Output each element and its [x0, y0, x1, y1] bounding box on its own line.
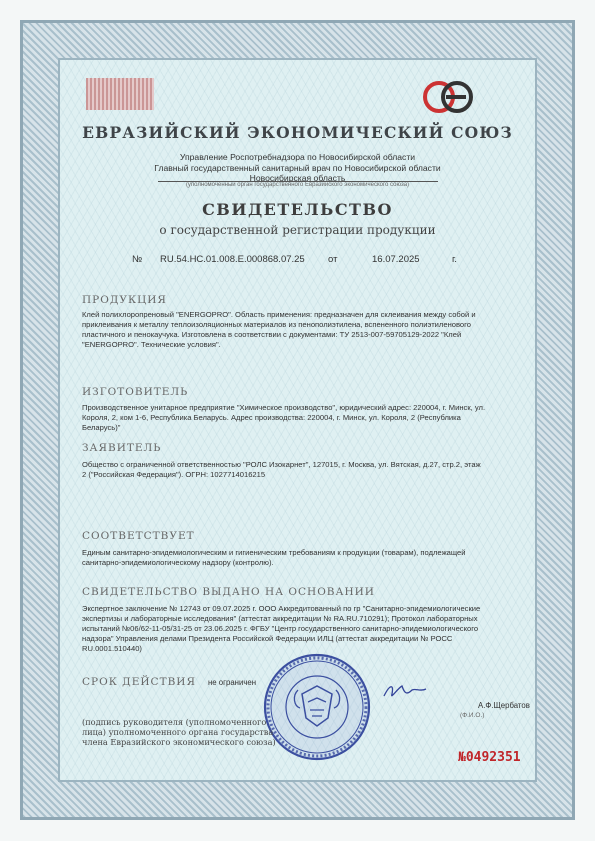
text-line: Экспертное заключение № 12743 от 09.07.2025 г. ООО Аккредитованный по гр "Санитарно-эпидемиологические [82, 604, 481, 613]
authority-line: Новосибирская область [249, 173, 346, 183]
text-line: пластичного и пенокаучука. Изготовлена в соответствии с документами: ТУ 2513-007-59705129-2022 "Клей [82, 330, 462, 339]
date-prefix: от [328, 254, 338, 265]
barcode-stamp [86, 78, 154, 110]
signer-caption: (Ф.И.О.) [460, 712, 485, 719]
text-line: Клей полихлоропреновый "ENERGOPRO". Область применения: предназначен для склеивания между собой и [82, 310, 476, 319]
text-line: надзора" Управления делами Президента Российской Федерации ИЛЦ (аттестат аккредитации № РОСС [82, 634, 453, 643]
applicant-text [82, 460, 522, 480]
validity-value: не ограничен [208, 678, 257, 687]
authority-line: Управление Роспотребнадзора по Новосибирской области [179, 152, 416, 162]
authority-caption: (уполномоченный орган государственного Евразийского экономического союза) [185, 182, 410, 188]
number-symbol: № [132, 254, 143, 265]
issuing-authority [80, 152, 515, 184]
document-subtitle: о государственной регистрации продукции [159, 223, 436, 237]
section-heading-manufacturer: ИЗГОТОВИТЕЛЬ [82, 386, 189, 398]
product-text [82, 310, 522, 350]
text-line: приклеивания к металлу теплоизоляционных материалов из пенополиэтилена, вспененного полиэтиленового [82, 320, 471, 329]
position-line: члена Евразийского экономического союза) [82, 737, 276, 747]
text-line: 2 ("Российская Федерация"). ОГРН: 1027714016215 [82, 470, 266, 479]
text-line: "ENERGOPRO". Технические условия". [82, 340, 221, 349]
manufacturer-text [82, 403, 522, 433]
text-line: экспертизы и лабораторные исследования" (аттестат аккредитации № RA.RU.710291); Протокол лабораторных [82, 614, 478, 623]
section-heading-validity: СРОК ДЕЙСТВИЯ [82, 676, 196, 688]
section-heading-product: ПРОДУКЦИЯ [82, 294, 167, 306]
ce-logo-icon [422, 80, 474, 114]
section-heading-applicant: ЗАЯВИТЕЛЬ [82, 442, 162, 454]
position-line: (подпись руководителя (уполномоченного [82, 717, 267, 727]
form-serial-number: №0492351 [458, 750, 521, 765]
conforms-text [82, 548, 522, 568]
registration-date: 16.07.2025 [372, 254, 420, 265]
text-line: Беларусь)" [82, 423, 121, 432]
text-line: Общество с ограниченной ответственностью "РОЛС Изокарнет", 127015, г. Москва, ул. Вятская, д.27, стр.2, этаж [82, 460, 481, 469]
signatory-position [82, 717, 282, 747]
document-title: СВИДЕТЕЛЬСТВО [202, 200, 393, 219]
registration-number: RU.54.НС.01.008.Е.000868.07.25 [160, 254, 305, 265]
signer-name: А.Ф.Щербатов [478, 701, 530, 710]
text-line: RU.0001.510440) [82, 644, 142, 653]
text-line: испытаний №06/62-11-05/31-25 от 23.06.2025 г. ФГБУ "Центр государственного санитарно-эпидемиологического [82, 624, 479, 633]
text-line: Единым санитарно-эпидемиологическим и гигиеническим требованиям к продукции (товарам), подлежащей [82, 548, 466, 557]
handwritten-signature [380, 680, 430, 702]
section-heading-conforms: СООТВЕТСТВУЕТ [82, 530, 195, 542]
authority-line: Главный государственный санитарный врач по Новосибирской области [154, 162, 441, 173]
text-line: санитарно-эпидемиологическому надзору (контролю). [82, 558, 274, 567]
section-heading-basis: СВИДЕТЕЛЬСТВО ВЫДАНО НА ОСНОВАНИИ [82, 586, 375, 598]
text-line: Короля, 2, ком 1-6, Республика Беларусь. Адрес производства: 220004, г. Минск, ул. Короля, 2 (Республика [82, 413, 461, 422]
position-line: лица) уполномоченного органа государства [82, 727, 274, 737]
basis-text [82, 604, 522, 654]
union-title: ЕВРАЗИЙСКИЙ ЭКОНОМИЧЕСКИЙ СОЮЗ [82, 123, 513, 142]
text-line: Производственное унитарное предприятие "Химическое производство", юридический адрес: 220004, г. Минск, ул. [82, 403, 486, 412]
date-suffix: г. [452, 254, 457, 265]
